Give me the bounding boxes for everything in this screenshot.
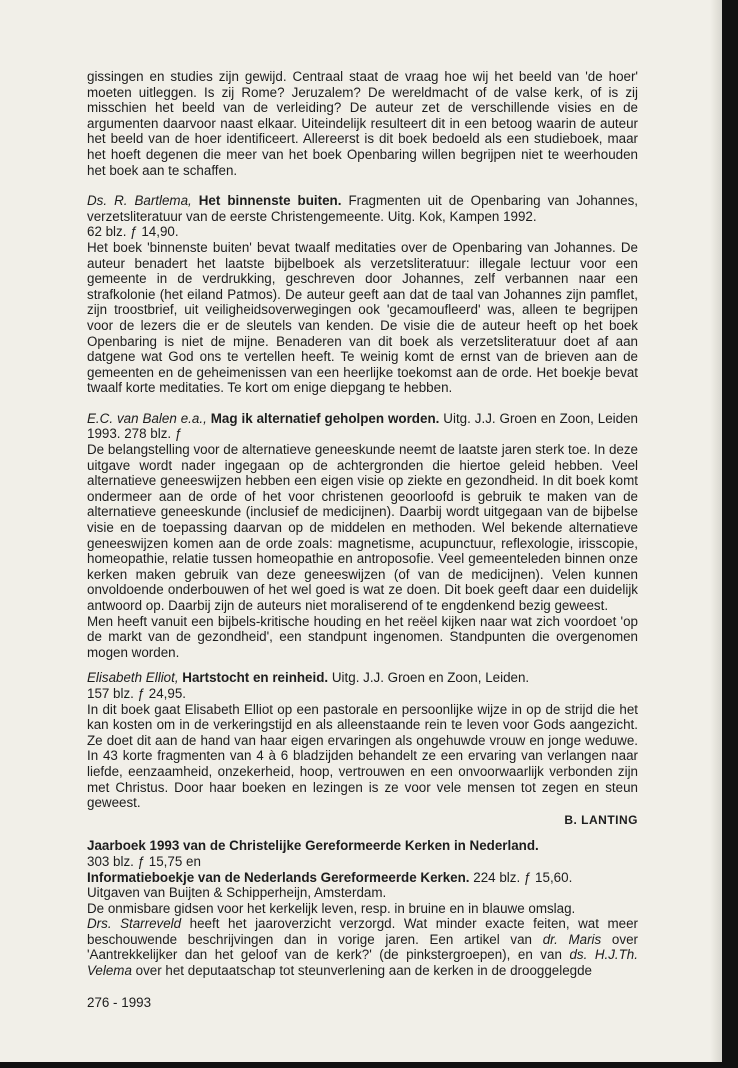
intro-paragraph: gissingen en studies zijn gewijd. Centraal staat de vraag hoe wij het beeld van 'de hoer' moeten uitleggen. Is zij Rome? Jeruzalem? De wereldmacht of de valse kerk, of is zij misschien het beeld van de verleiding? De auteur zet de verschillende visies en de argumenten daarvoor naast elkaar. Uiteindelijk resulteert dit in een betoog waarin de auteur het beeld van de hoer identificeert. Allereerst is dit boek bedoeld als een studieboek, maar het hoeft degenen die meer van het boek Openbaring willen begrijpen niet te weerhouden het boek aan te schaffen. <box>87 69 638 178</box>
review-author: E.C. van Balen e.a., <box>87 410 207 426</box>
yearbook-body <box>87 916 638 978</box>
page-gutter <box>710 0 722 1062</box>
review-body: Het boek 'binnenste buiten' bevat twaalf meditaties over de Openbaring van Johannes. De auteur benadert het laatste bijbelboek als verzetsliteratuur: illegale lectuur voor een gemeente in de verdrukking, geschreven door Johannes, zelf verbannen naar een strafkolonie (het eiland Patmos). De auteur geeft aan dat de taal van Johannes zijn pamflet, zijn troostbrief, uit veiligheidsoverwegingen ook 'gecamoufleerd' was, alleen te begrijpen voor de lezers die er de sleutels van kenden. De visie die de auteur heeft op het boek Openbaring is niet de mijne. Benaderen van dit boek als verzetsliteratuur doet af aan datgene wat God ons te vertellen heeft. Te weinig komt de ernst van de brieven aan de gemeenten en de geheimenissen van een heerlijke toekomst aan de orde. Het boekje bevat twaalf korte meditaties. Te kort om enige diepgang te hebben. <box>87 239 638 396</box>
review-title: Mag ik alternatief geholpen worden. <box>210 410 440 426</box>
review-body-continued: Men heeft vanuit een bijbels-kritische houding en het reëel kijken naar wat zich voordoet 'op de markt van de gezondheid', een standpunt ingenomen. Standpunten die overgenomen mogen worden. <box>87 613 638 660</box>
infobook-price: 224 blz. ƒ 15,60. <box>473 869 573 885</box>
editor-name: Drs. Starreveld <box>87 916 182 932</box>
review-author: Elisabeth Elliot, <box>87 670 179 686</box>
yearbook-title: Jaarboek 1993 van de Christelijke Gereformeerde Kerken in Nederland. <box>87 838 539 854</box>
reviewer-signature: B. LANTING <box>564 812 638 827</box>
review-elliot-heading <box>87 670 638 686</box>
author-name: dr. Maris <box>542 931 602 947</box>
review-author: Ds. R. Bartlema, <box>87 193 192 209</box>
yearbook-body-text: heeft het jaaroverzicht verzorgd. Wat minder exacte feiten, wat meer beschouwende beschrijvingen dan in vorige jaren. Een artikel van <box>87 916 638 947</box>
yearbook-body-text: over 'Aantrekkelijker dan het geloof van de kerk?' (de pinkstergroepen), en van <box>87 931 638 963</box>
review-price: 157 blz. ƒ 24,95. <box>87 685 187 701</box>
scan-edge-right <box>722 0 738 1068</box>
review-price: 62 blz. ƒ 14,90. <box>87 224 179 240</box>
review-title: Het binnenste buiten. <box>198 193 342 209</box>
review-body: De belangstelling voor de alternatieve geneeskunde neemt de laatste jaren sterk toe. In deze uitgave wordt nader ingegaan op de achtergronden die hiertoe geleid hebben. Veel alternatieve geneeswijzen hebben een eigen visie op ziekte en gezondheid. In dit boek komt ondermeer aan de orde of het voor christenen geoorloofd is gebruik te maken van de alternatieve geneeskunde (inclusief de medicijnen). Daarbij wordt uitgegaan van de bijbelse visie en de toepassing daarvan op de middelen en methoden. Wel bekende alternatieve geneeswijzen komen aan de orde zoals: magnetisme, acupunctuur, reflexologie, irisscopie, homeopathie, relatie tussen homeopathie en antroposofie. Veel gemeenteleden binnen onze kerken maken gebruik van deze geneeswijzen (of van de medicijnen). Velen kunnen onvoldoende onderbouwen of het wel goed is wat ze doen. Dit boek geeft daar een duidelijk antwoord op. Daarbij zijn de auteurs niet moraliserend of te engdenkend bezig geweest. <box>87 442 638 613</box>
infobook-heading <box>87 870 638 886</box>
publisher-line: Uitgaven van Buijten & Schipperheijn, Amsterdam. <box>87 885 387 901</box>
page-text <box>87 69 638 979</box>
review-body: In dit boek gaat Elisabeth Elliot op een pastorale en persoonlijke wijze in op de strijd die het kan kosten om in de verkeringstijd en als alleenstaande rein te leven voor Gods aangezicht. Ze doet dit aan de hand van haar eigen ervaringen als ongehuwde vrouw en jonge weduwe. In 43 korte fragmenten van 4 à 6 bladzijden behandelt ze een ervaring van verlangen naar liefde, eenzaamheid, onzekerheid, hoop, vertrouwen en een onvoorwaarlijk verbonden zijn met Christus. Door haar boeken en lezingen is ze voor vele mensen tot zegen en steun geweest. <box>87 701 638 811</box>
review-details: Fragmenten uit de Openbaring van Johannes, verzetsliteratuur van de eerste Christengemeente. Uitg. Kok, Kampen 1992. <box>87 193 638 224</box>
author-name: ds. H.J.Th. Velema <box>87 947 638 979</box>
review-title: Hartstocht en reinheid. <box>182 670 329 686</box>
scan-edge-bottom <box>0 1062 738 1068</box>
infobook-title: Informatieboekje van de Nederlands Gereformeerde Kerken. <box>87 869 470 885</box>
review-bartlema-heading <box>87 193 638 224</box>
review-details: Uitg. J.J. Groen en Zoon, Leiden. <box>331 670 530 686</box>
review-details: Uitg. J.J. Groen en Zoon, Leiden 1993. 278 blz. ƒ <box>87 410 638 442</box>
yearbook-body-text: over het deputaatschap tot steunverlening aan de kerken in de drooggelegde <box>135 963 593 979</box>
yearbook-description: De onmisbare gidsen voor het kerkelijk leven, resp. in bruine en in blauwe omslag. <box>87 900 576 916</box>
review-van-balen-heading <box>87 411 638 442</box>
page-number: 276 - 1993 <box>87 995 152 1010</box>
yearbook-price: 303 blz. ƒ 15,75 en <box>87 853 201 869</box>
